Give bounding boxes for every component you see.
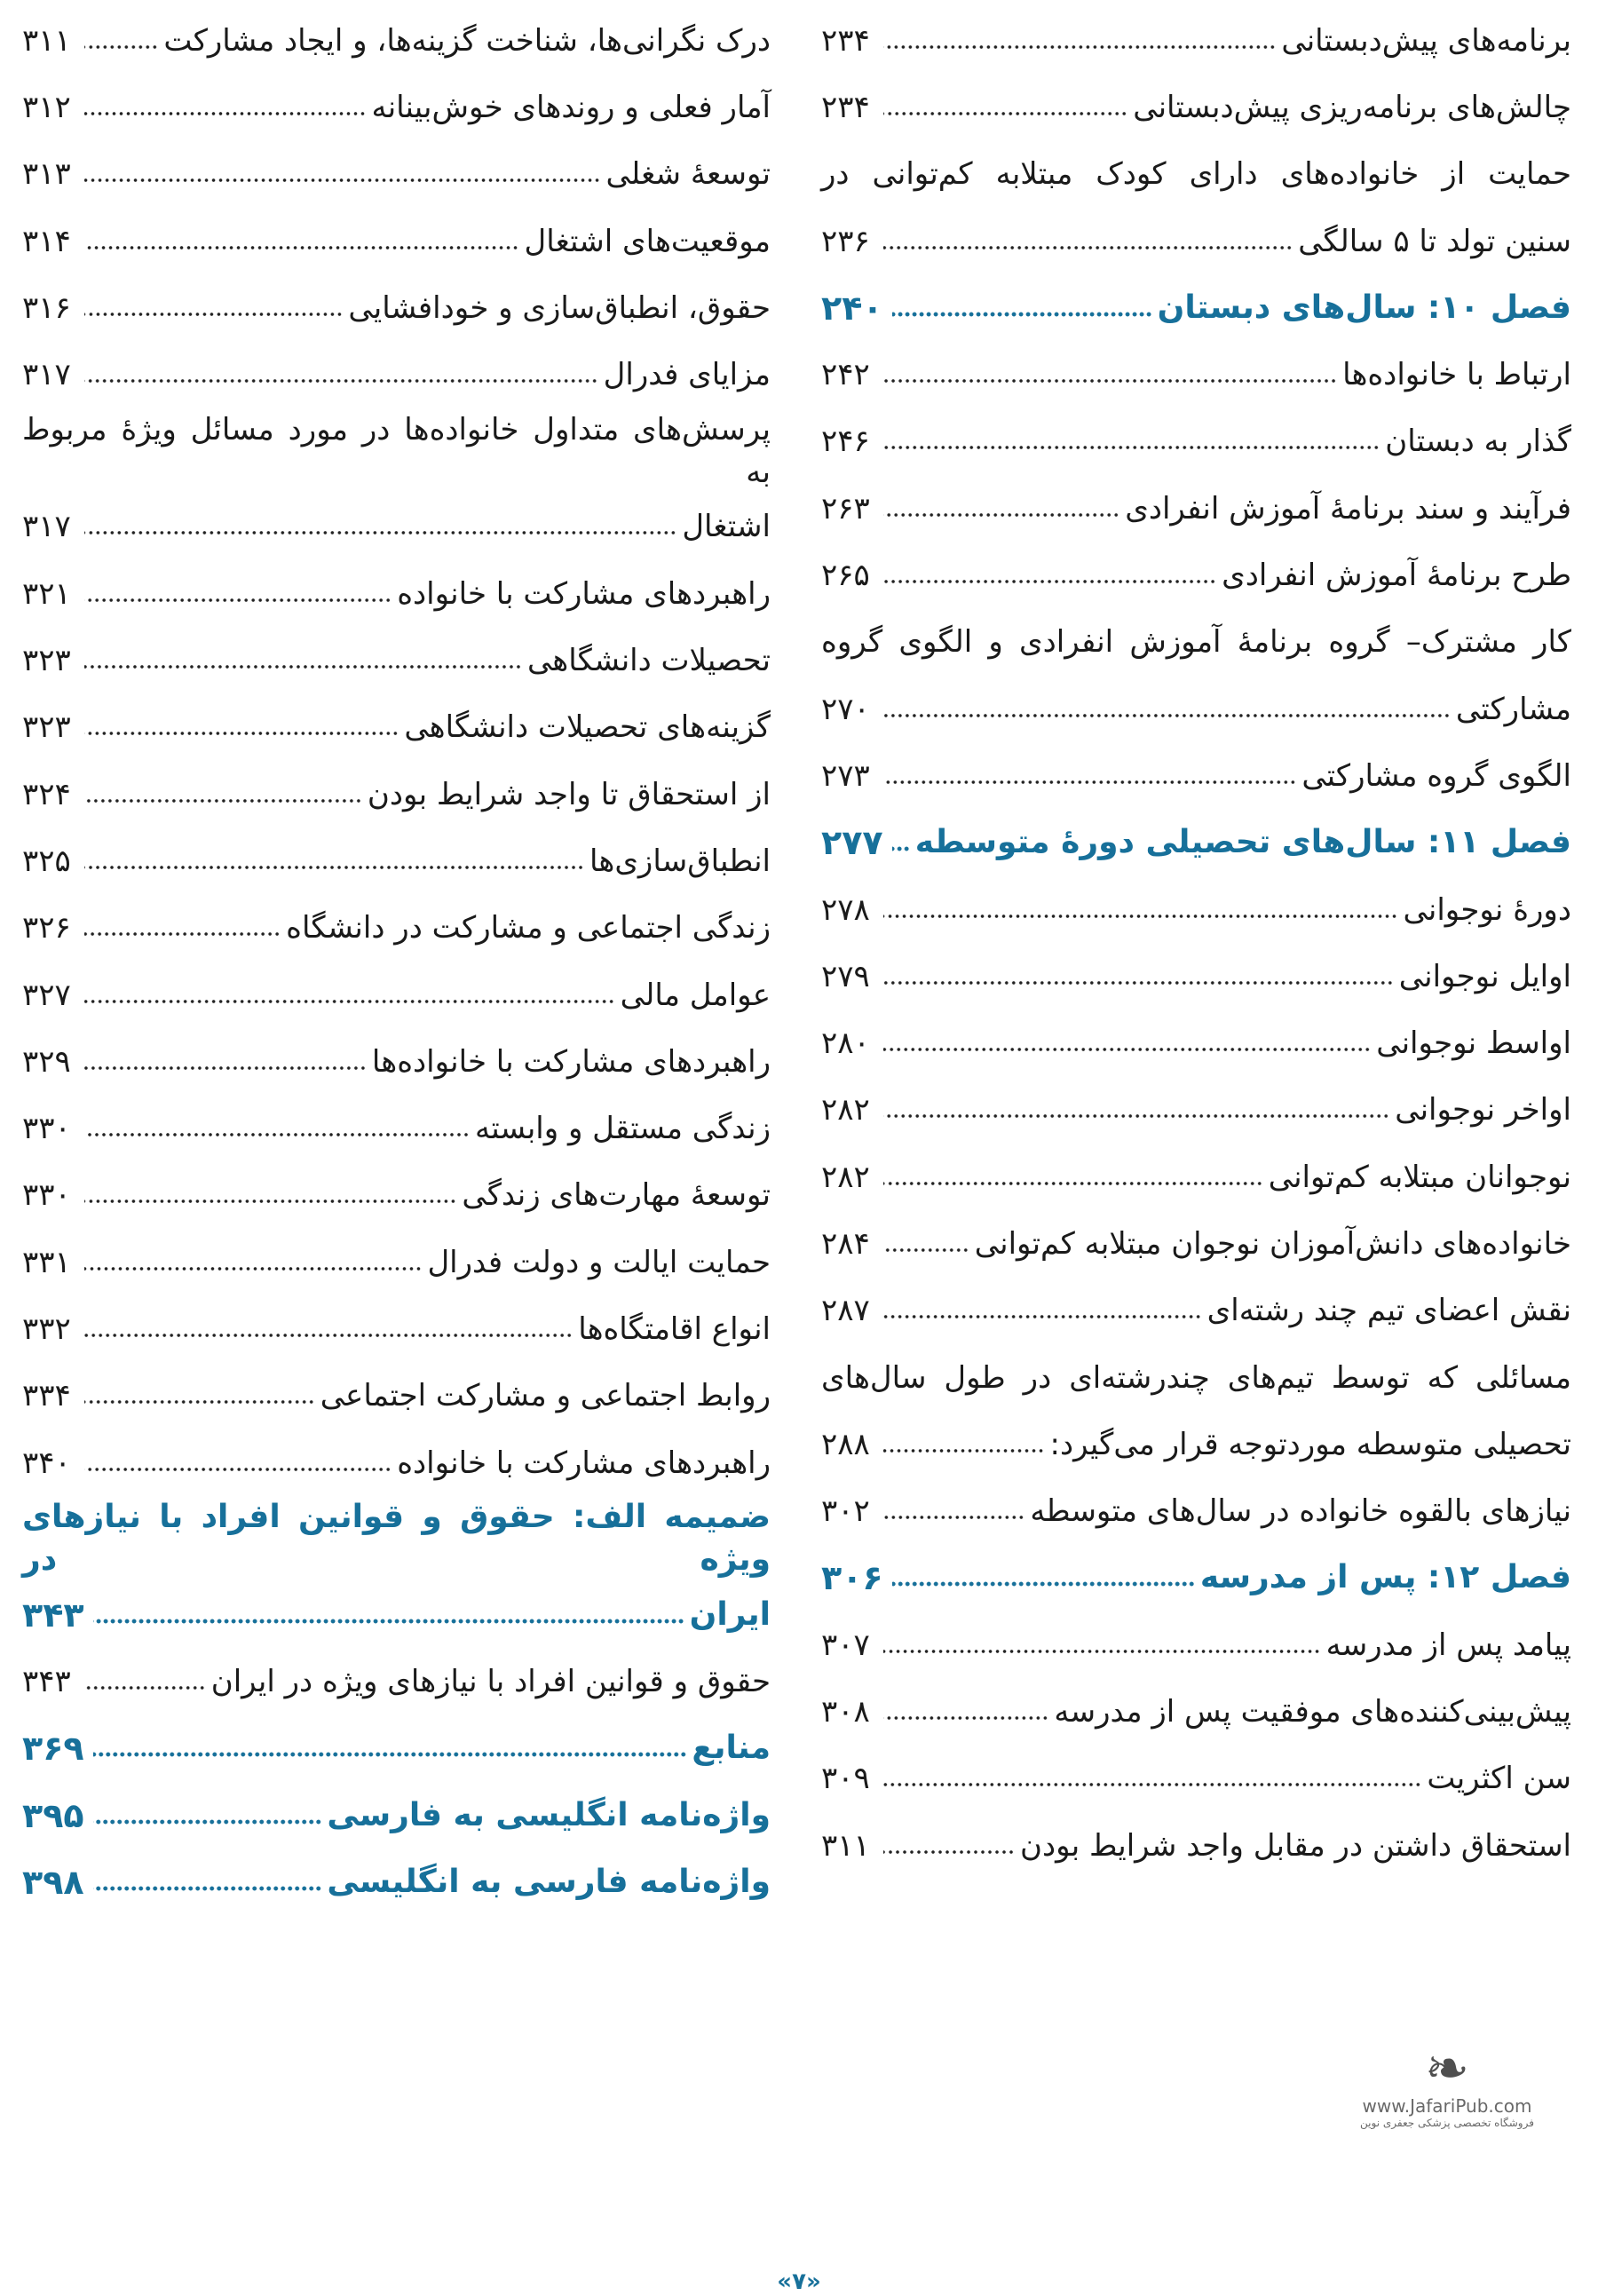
toc-chapter-entry[interactable] [22, 1715, 771, 1782]
dot-leader [84, 1199, 456, 1204]
entry-title: پیامد پس از مدرسه [1325, 1627, 1571, 1663]
toc-entry[interactable] [22, 141, 771, 208]
entry-page-number: ۲۷۸ [821, 891, 870, 928]
entry-title: انطباق‌سازی‌ها [589, 843, 771, 879]
entry-page-number: ۳۳۰ [22, 1177, 71, 1214]
entry-title: از استحقاق تا واجد شرایط بودن [367, 776, 771, 812]
dot-leader [883, 1849, 1015, 1855]
toc-entry[interactable] [821, 1812, 1571, 1879]
toc-entry[interactable] [821, 1344, 1571, 1411]
entry-page-number: ۳۳۴ [22, 1378, 71, 1414]
entry-title: مسائلی که توسط تیم‌های چندرشته‌ای در طول سال‌های [821, 1359, 1571, 1396]
entry-page-number: ۳۲۹ [22, 1043, 71, 1080]
entry-title: حقوق و قوانین افراد با نیازهای ویژه در ایران [210, 1664, 771, 1700]
entry-page-number: ۳۲۵ [22, 843, 71, 879]
entry-page-number: ۲۷۹ [821, 958, 870, 994]
entry-title: پرسش‌های متداول خانواده‌ها در مورد مسائل ویژۀ مربوط به [22, 411, 771, 490]
dot-leader [883, 914, 1398, 919]
entry-title: اواسط نوجوانی [1376, 1025, 1571, 1062]
dot-leader [883, 579, 1216, 584]
dot-leader [84, 1333, 573, 1338]
entry-page-number: ۲۴۶ [821, 424, 870, 460]
dot-leader [84, 530, 676, 535]
dot-leader [883, 111, 1127, 116]
dot-leader [84, 865, 584, 870]
entry-title: راهبردهای مشارکت با خانواده‌ها [371, 1043, 771, 1080]
entry-title: درک نگرانی‌ها، شناخت گزینه‌ها، و ایجاد مشارکت [163, 22, 771, 59]
toc-entry[interactable] [22, 7, 771, 74]
entry-title: توسعۀ مهارت‌های زندگی [462, 1177, 771, 1214]
entry-title: نیازهای بالقوه خانواده در سال‌های متوسطه [1030, 1493, 1571, 1530]
toc-chapter-entry[interactable] [22, 1782, 771, 1849]
toc-entry[interactable] [821, 1411, 1571, 1477]
entry-title: توسعۀ شغلی [605, 156, 771, 193]
dot-leader [84, 731, 399, 736]
toc-entry[interactable] [22, 1649, 771, 1715]
entry-page-number: ۲۸۲ [821, 1092, 870, 1128]
toc-entry[interactable] [821, 1746, 1571, 1812]
dot-leader [883, 245, 1293, 250]
entry-title: زندگی مستقل و وابسته [475, 1111, 771, 1147]
toc-entry[interactable] [821, 1678, 1571, 1745]
toc-entry[interactable] [22, 694, 771, 761]
watermark-tagline: فروشگاه تخصصی پزشکی جعفری نوین [1360, 2117, 1534, 2129]
entry-title: مزایای فدرال [603, 357, 771, 393]
entry-title: تحصیلات دانشگاهی [526, 643, 771, 679]
dot-leader [84, 44, 158, 50]
dot-leader [84, 178, 601, 183]
dot-leader [883, 1782, 1421, 1787]
toc-entry[interactable] [821, 1210, 1571, 1277]
entry-page-number: ۲۴۰ [821, 288, 883, 328]
entry-title: کار مشترک– گروه برنامۀ آموزش انفرادی و الگوی گروه [821, 624, 1571, 661]
toc-chapter-entry[interactable] [821, 810, 1571, 876]
entry-title: طرح برنامۀ آموزش انفرادی [1222, 558, 1571, 594]
watermark-logo: ❧ [1424, 2038, 1470, 2100]
toc-entry[interactable] [22, 1295, 771, 1362]
entry-page-number: ۳۶۹ [22, 1729, 84, 1769]
dot-leader [883, 1047, 1371, 1052]
entry-title: حمایت از خانواده‌های دارای کودک مبتلابه کم‌توانی در [821, 156, 1571, 193]
toc-chapter-entry[interactable] [22, 1581, 771, 1648]
dot-leader [93, 1886, 322, 1891]
entry-title: فصل ۱۱: سال‌های تحصیلی دورۀ متوسطه [914, 824, 1571, 861]
entry-title: موقعیت‌های اشتغال [524, 223, 771, 259]
entry-page-number: ۳۰۹ [821, 1761, 870, 1797]
toc-entry[interactable] [22, 341, 771, 408]
toc-entry[interactable] [22, 74, 771, 140]
entry-title: گذار به دبستان [1385, 424, 1571, 460]
entry-title: پیش‌بینی‌کننده‌های موفقیت پس از مدرسه [1054, 1694, 1571, 1730]
toc-entry[interactable] [821, 943, 1571, 1009]
entry-page-number: ۲۸۴ [821, 1225, 870, 1262]
dot-leader [93, 1619, 684, 1624]
dot-leader [93, 1819, 322, 1825]
entry-title: استحقاق داشتن در مقابل واجد شرایط بودن [1020, 1827, 1571, 1864]
toc-entry[interactable] [821, 542, 1571, 608]
toc-column-left [22, 7, 771, 1916]
entry-page-number: ۲۸۲ [821, 1159, 870, 1195]
entry-page-number: ۳۲۶ [22, 910, 71, 946]
entry-page-number: ۲۶۵ [821, 558, 870, 594]
entry-title: ضمیمه الف: حقوق و قوانین افراد با نیازهای ویژه در [22, 1499, 771, 1579]
entry-page-number: ۳۱۱ [821, 1827, 870, 1864]
entry-page-number: ۳۴۳ [22, 1595, 84, 1635]
toc-entry[interactable] [22, 827, 771, 894]
toc-entry[interactable] [821, 1144, 1571, 1210]
toc-entry[interactable] [821, 74, 1571, 140]
toc-entry[interactable] [22, 1162, 771, 1229]
toc-entry[interactable] [22, 560, 771, 627]
toc-entry[interactable] [22, 761, 771, 827]
entry-page-number: ۳۳۰ [22, 1111, 71, 1147]
dot-leader [883, 1715, 1048, 1721]
toc-entry[interactable] [22, 1229, 771, 1295]
toc-entry[interactable] [22, 962, 771, 1028]
toc-entry[interactable] [821, 609, 1571, 676]
entry-page-number: ۲۸۸ [821, 1426, 870, 1462]
entry-title: حقوق، انطباق‌سازی و خودافشایی [348, 289, 771, 326]
entry-title: سن اکثریت [1427, 1761, 1571, 1797]
entry-page-number: ۳۳۱ [22, 1244, 71, 1280]
entry-title: راهبردهای مشارکت با خانواده [397, 575, 771, 612]
dot-leader [883, 44, 1276, 50]
entry-page-number: ۳۲۴ [22, 776, 71, 812]
entry-title: ارتباط با خانواده‌ها [1342, 357, 1571, 393]
dot-leader [84, 1685, 206, 1690]
entry-title: گزینه‌های تحصیلات دانشگاهی [404, 709, 771, 746]
entry-page-number: ۳۲۱ [22, 575, 71, 612]
toc-entry[interactable] [821, 1009, 1571, 1076]
entry-page-number: ۲۷۷ [821, 823, 883, 863]
entry-title: مشارکتی [1455, 691, 1571, 727]
entry-page-number: ۲۷۳ [821, 757, 870, 794]
entry-page-number: ۳۰۶ [821, 1558, 883, 1598]
toc-entry[interactable] [821, 141, 1571, 208]
entry-page-number: ۳۰۷ [821, 1627, 870, 1663]
entry-page-number: ۳۱۷ [22, 357, 71, 393]
entry-page-number: ۳۴۰ [22, 1445, 71, 1481]
dot-leader [84, 245, 519, 250]
toc-entry[interactable] [821, 475, 1571, 542]
page-number: «۷» [777, 2268, 821, 2295]
entry-page-number: ۲۸۰ [821, 1025, 870, 1062]
toc-entry[interactable] [821, 408, 1571, 475]
dot-leader [883, 1113, 1389, 1119]
toc-entry[interactable] [22, 895, 771, 962]
entry-title: ایران [689, 1595, 771, 1633]
entry-page-number: ۳۲۳ [22, 643, 71, 679]
entry-page-number: ۳۱۲ [22, 89, 71, 125]
dot-leader [883, 1515, 1024, 1520]
entry-title: فصل ۱۲: پس از مدرسه [1199, 1559, 1571, 1596]
entry-title: فرآیند و سند برنامۀ آموزش انفرادی [1125, 490, 1571, 526]
entry-title: فصل ۱۰: سال‌های دبستان [1157, 289, 1571, 326]
dot-leader [84, 598, 392, 603]
entry-page-number: ۳۲۷ [22, 977, 71, 1013]
toc-chapter-entry[interactable] [22, 1849, 771, 1915]
dot-leader [883, 1448, 1045, 1453]
dot-leader [883, 1247, 969, 1253]
entry-page-number: ۳۹۵ [22, 1795, 84, 1835]
toc-entry[interactable] [821, 1278, 1571, 1344]
dot-leader [892, 312, 1152, 317]
entry-title: چالش‌های برنامه‌ریزی پیش‌دبستانی [1133, 89, 1571, 125]
entry-page-number: ۲۸۷ [821, 1293, 870, 1329]
dot-leader [892, 846, 910, 851]
toc-entry[interactable] [22, 1429, 771, 1496]
dot-leader [84, 1132, 470, 1137]
entry-title: زندگی اجتماعی و مشارکت در دانشگاه [286, 910, 771, 946]
entry-page-number: ۳۳۲ [22, 1310, 71, 1347]
toc-entry[interactable] [22, 1363, 771, 1429]
dot-leader [883, 980, 1394, 986]
entry-page-number: ۳۱۴ [22, 223, 71, 259]
dot-leader [84, 111, 366, 116]
entry-page-number: ۳۱۶ [22, 289, 71, 326]
entry-page-number: ۳۱۱ [22, 22, 71, 59]
toc-chapter-entry[interactable] [821, 1545, 1571, 1611]
entry-title: نوجوانان مبتلابه کم‌توانی [1268, 1159, 1571, 1195]
dot-leader [883, 378, 1337, 384]
entry-title: دورۀ نوجوانی [1403, 891, 1571, 928]
toc-entry[interactable] [22, 494, 771, 560]
entry-title: واژه‌نامه انگلیسی به فارسی [327, 1796, 771, 1833]
toc-entry[interactable] [821, 1077, 1571, 1144]
toc-entry[interactable] [22, 627, 771, 693]
toc-entry[interactable] [821, 742, 1571, 809]
entry-page-number: ۳۲۳ [22, 709, 71, 746]
dot-leader [84, 378, 598, 384]
dot-leader [84, 664, 522, 669]
toc-entry[interactable] [821, 208, 1571, 274]
entry-title: اشتغال [682, 509, 771, 545]
entry-title: برنامه‌های پیش‌دبستانی [1281, 22, 1571, 59]
toc-entry[interactable] [821, 7, 1571, 74]
dot-leader [892, 1581, 1195, 1587]
watermark-url: www.JafariPub.com [1362, 2095, 1532, 2117]
dot-leader [84, 312, 343, 317]
entry-title: تحصیلی متوسطه موردتوجه قرار می‌گیرد: [1049, 1426, 1571, 1462]
toc-entry[interactable] [22, 208, 771, 274]
dot-leader [883, 1314, 1202, 1319]
entry-title: نقش اعضای تیم چند رشته‌ای [1206, 1293, 1571, 1329]
dot-leader [883, 512, 1119, 518]
entry-page-number: ۳۹۸ [22, 1863, 84, 1903]
dot-leader [84, 1467, 392, 1472]
entry-title: سنین تولد تا ۵ سالگی [1298, 223, 1571, 259]
entry-title: آمار فعلی و روندهای خوش‌بینانه [371, 89, 771, 125]
toc-entry[interactable] [22, 274, 771, 341]
dot-leader [84, 798, 362, 804]
dot-leader [883, 713, 1451, 718]
dot-leader [883, 445, 1380, 450]
entry-title: راهبردهای مشارکت با خانواده [397, 1445, 771, 1481]
dot-leader [84, 1266, 422, 1271]
toc-entry[interactable] [821, 341, 1571, 408]
publisher-watermark [1332, 2038, 1562, 2129]
entry-title: اواخر نوجوانی [1395, 1092, 1571, 1128]
dot-leader [93, 1752, 687, 1757]
toc-entry[interactable] [22, 1028, 771, 1095]
toc-column-right [821, 7, 1571, 1879]
toc-entry[interactable] [22, 408, 771, 494]
entry-title: الگوی گروه مشارکتی [1301, 757, 1571, 794]
entry-page-number: ۲۳۶ [821, 223, 870, 259]
toc-entry[interactable] [821, 1478, 1571, 1545]
toc-entry[interactable] [821, 676, 1571, 742]
dot-leader [84, 999, 615, 1004]
entry-title: عوامل مالی [620, 977, 771, 1013]
toc-entry[interactable] [22, 1095, 771, 1161]
entry-title: واژه‌نامه فارسی به انگلیسی [327, 1864, 771, 1901]
entry-page-number: ۳۱۷ [22, 509, 71, 545]
dot-leader [883, 1649, 1321, 1654]
toc-chapter-entry[interactable] [821, 274, 1571, 341]
dot-leader [883, 1181, 1263, 1186]
entry-title: روابط اجتماعی و مشارکت اجتماعی [320, 1378, 771, 1414]
entry-title: انواع اقامتگاه‌ها [578, 1310, 771, 1347]
toc-entry[interactable] [821, 876, 1571, 943]
entry-page-number: ۳۰۲ [821, 1493, 870, 1530]
dot-leader [84, 1065, 367, 1071]
entry-title: اوایل نوجوانی [1398, 958, 1571, 994]
entry-page-number: ۲۷۰ [821, 691, 870, 727]
entry-title: خانواده‌های دانش‌آموزان نوجوان مبتلابه کم‌توانی [974, 1225, 1571, 1262]
entry-title: حمایت ایالت و دولت فدرال [427, 1244, 771, 1280]
entry-page-number: ۳۰۸ [821, 1694, 870, 1730]
dot-leader [883, 780, 1296, 785]
toc-chapter-entry[interactable] [22, 1496, 771, 1581]
entry-page-number: ۳۴۳ [22, 1664, 71, 1700]
entry-page-number: ۲۳۴ [821, 89, 870, 125]
toc-entry[interactable] [821, 1611, 1571, 1678]
entry-title: منابع [692, 1730, 771, 1767]
dot-leader [84, 931, 281, 937]
entry-page-number: ۲۶۳ [821, 490, 870, 526]
entry-page-number: ۲۴۲ [821, 357, 870, 393]
entry-page-number: ۲۳۴ [821, 22, 870, 59]
dot-leader [84, 1399, 315, 1405]
entry-page-number: ۳۱۳ [22, 156, 71, 193]
